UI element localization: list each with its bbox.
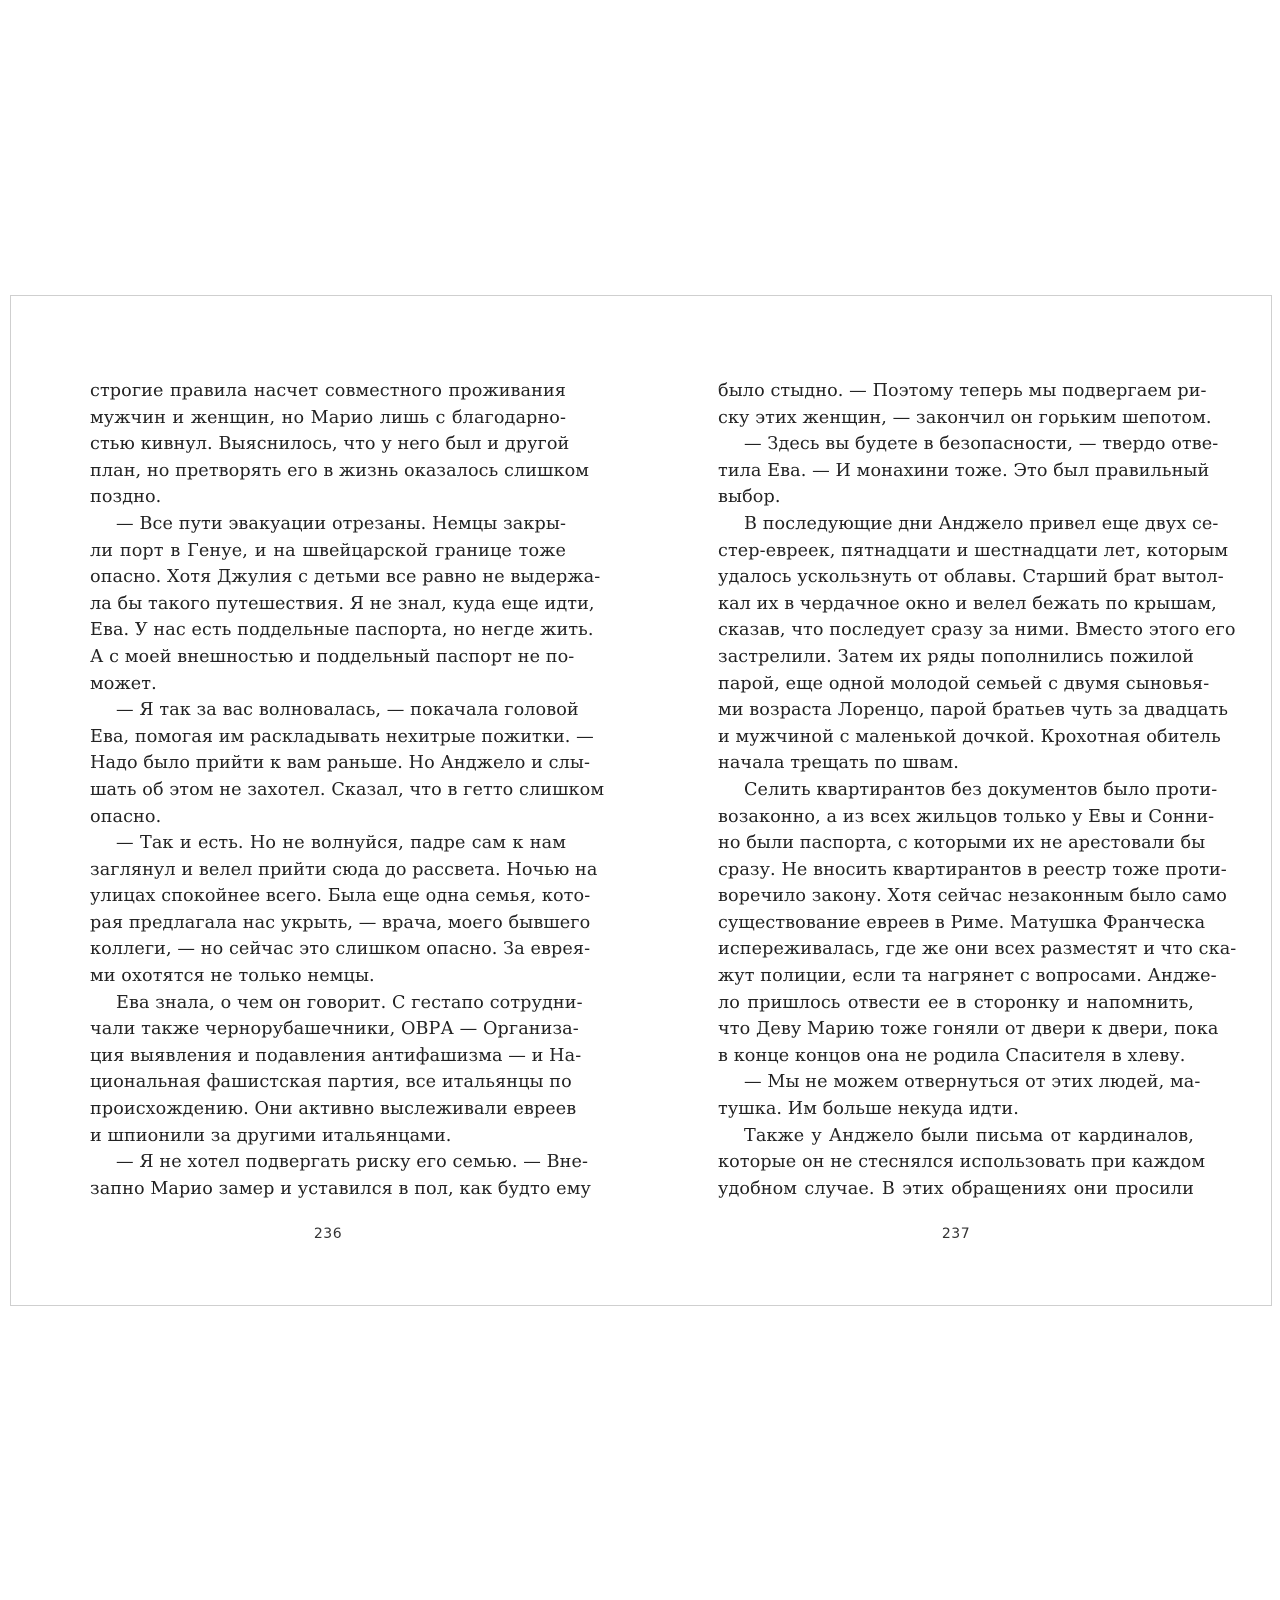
text-line: опасно. Хотя Джулия с детьми все равно не выдержа- xyxy=(90,567,601,588)
text-line: Надо было прийти к вам раньше. Но Анджело и слы- xyxy=(90,753,591,774)
text-line: существование евреев в Риме. Матушка Франческа xyxy=(718,912,1206,933)
text-line: В последующие дни Анджело привел еще двух се- xyxy=(744,513,1219,534)
text-line: тила Ева. — И монахини тоже. Это был правильный xyxy=(718,460,1210,481)
text-line: стью кивнул. Выяснилось, что у него был и другой xyxy=(90,434,570,455)
text-line: удалось ускользнуть от облавы. Старший брат вытол- xyxy=(718,567,1224,588)
text-line: — Я не хотел подвергать риску его семью. — Вне- xyxy=(116,1152,589,1173)
text-line: выбор. xyxy=(718,487,781,508)
text-line: коллеги, — но сейчас это слишком опасно. За еврея- xyxy=(90,939,591,960)
text-line: ми охотятся не только немцы. xyxy=(90,966,375,987)
text-line: — Здесь вы будете в безопасности, — твердо отве- xyxy=(744,434,1219,455)
text-line: сказав, что последует сразу за ними. Вместо этого его xyxy=(718,620,1236,641)
book-spread xyxy=(10,295,1272,1306)
text-line: рая предлагала нас укрыть, — врача, моего бывшего xyxy=(90,912,591,933)
text-line: строгие правила насчет совместного проживания xyxy=(90,381,566,401)
text-line: происхождению. Они активно выслеживали евреев xyxy=(90,1099,577,1120)
text-line: тушка. Им больше некуда идти. xyxy=(718,1099,1019,1120)
text-line: и шпионили за другими итальянцами. xyxy=(90,1125,452,1146)
text-line: — Все пути эвакуации отрезаны. Немцы закры- xyxy=(116,513,566,534)
text-line: шать об этом не захотел. Сказал, что в гетто слишком xyxy=(90,779,605,800)
text-line: план, но претворять его в жизнь оказалось слишком xyxy=(90,460,590,481)
text-line: начала трещать по швам. xyxy=(718,753,959,774)
left-page-number: 236 xyxy=(313,1226,343,1242)
text-line: — Мы не можем отвернуться от этих людей, ма- xyxy=(744,1072,1201,1093)
text-line: может. xyxy=(90,673,157,694)
text-line: ли порт в Генуе, и на швейцарской границе тоже xyxy=(90,540,566,561)
text-line: запно Марио замер и уставился в пол, как будто ему xyxy=(90,1178,591,1199)
text-line: воречило закону. Хотя сейчас незаконным было само xyxy=(718,886,1227,907)
left-page xyxy=(90,378,605,1242)
right-page xyxy=(718,378,1237,1242)
text-line: застрелили. Затем их ряды пополнились пожилой xyxy=(718,646,1194,667)
text-line: было стыдно. — Поэтому теперь мы подвергаем ри- xyxy=(718,381,1207,401)
text-line: ция выявления и подавления антифашизма — и На- xyxy=(90,1045,582,1066)
text-line: Селить квартирантов без документов было проти- xyxy=(744,779,1218,800)
text-line: кал их в чердачное окно и велел бежать по крышам, xyxy=(718,593,1217,614)
text-line: Ева, помогая им раскладывать нехитрые пожитки. — xyxy=(90,726,594,747)
text-line: испереживалась, где же они всех разместят и что ска- xyxy=(718,939,1237,960)
text-line: циональная фашистская партия, все итальянцы по xyxy=(90,1072,572,1093)
text-line: парой, еще одной молодой семьей с двумя сыновья- xyxy=(718,673,1210,694)
text-line: которые он не стеснялся использовать при каждом xyxy=(718,1152,1206,1173)
text-line: стер-евреек, пятнадцати и шестнадцати лет, которым xyxy=(718,540,1229,561)
text-line: Ева знала, о чем он говорит. С гестапо сотрудни- xyxy=(116,992,583,1013)
text-line: заглянул и велел прийти сюда до рассвета. Ночью на xyxy=(90,859,598,880)
text-line: А с моей внешностью и поддельный паспорт не по- xyxy=(90,646,575,667)
text-line: — Я так за вас волновалась, — покачала головой xyxy=(116,700,579,721)
text-line: но были паспорта, с которыми их не арестовали бы xyxy=(718,833,1206,854)
text-line: ми возраста Лоренцо, парой братьев чуть за двадцать xyxy=(718,700,1229,721)
text-line: опасно. xyxy=(90,806,162,827)
text-line: — Так и есть. Но не волнуйся, падре сам к нам xyxy=(116,833,566,854)
text-line: ску этих женщин, — закончил он горьким шепотом. xyxy=(718,407,1212,428)
text-line: ла бы такого путешествия. Я не знал, куда еще идти, xyxy=(90,593,595,614)
text-line: жут полиции, если та нагрянет с вопросами. Андже- xyxy=(718,966,1217,987)
text-line: и мужчиной с маленькой дочкой. Крохотная обитель xyxy=(718,726,1221,747)
text-line: чали также чернорубашечники, ОВРА — Организа- xyxy=(90,1019,579,1040)
text-line: поздно. xyxy=(90,487,162,508)
text-line: ло пришлось отвести ее в сторонку и напомнить, xyxy=(718,992,1194,1013)
text-line: Ева. У нас есть поддельные паспорта, но негде жить. xyxy=(90,620,594,641)
text-line: удобном случае. В этих обращениях они просили xyxy=(718,1178,1194,1199)
text-line: возаконно, а из всех жильцов только у Евы и Сонни- xyxy=(718,806,1215,827)
text-line: улицах спокойнее всего. Была еще одна семья, кото- xyxy=(90,886,591,907)
text-line: что Деву Марию тоже гоняли от двери к двери, пока xyxy=(718,1019,1219,1040)
right-page-number: 237 xyxy=(941,1226,971,1242)
left-page-text xyxy=(90,378,605,1204)
right-page-text xyxy=(718,378,1237,1204)
text-line: в конце концов она не родила Спасителя в хлеву. xyxy=(718,1045,1186,1066)
text-line: Также у Анджело были письма от кардиналов, xyxy=(744,1125,1194,1146)
text-line: сразу. Не вносить квартирантов в реестр тоже проти- xyxy=(718,859,1227,880)
text-line: мужчин и женщин, но Марио лишь с благодарно- xyxy=(90,407,566,428)
